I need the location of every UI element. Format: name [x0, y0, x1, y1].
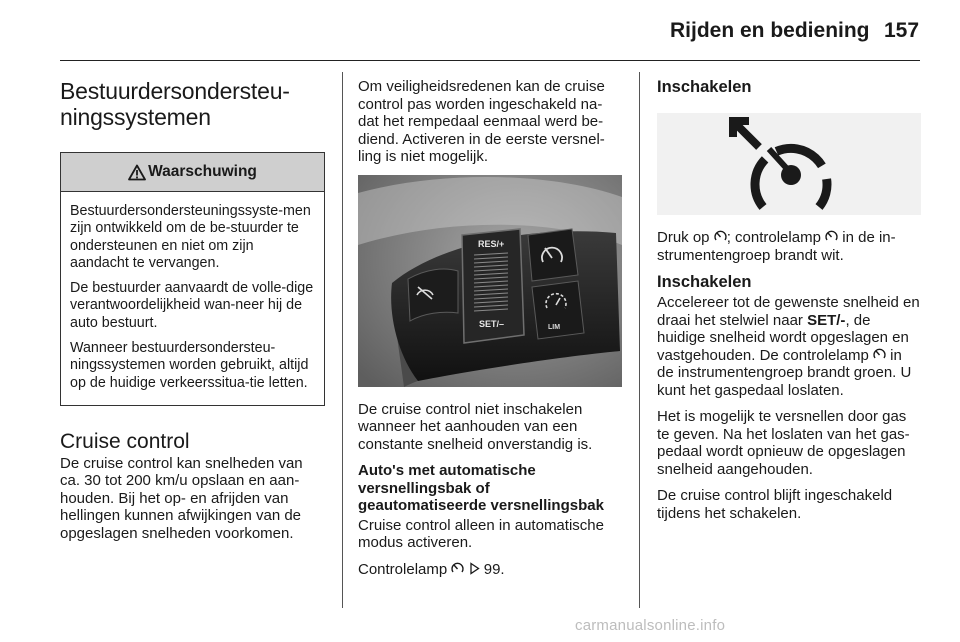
accelerate-paragraph: Accelereer tot de gewenste snelheid en draai het stelwiel naar SET/-, de huidige snelheid wordt opgeslagen en vastgehouden. De controlelamp in de instrumentengroep brandt groen. U kunt het gaspedaal loslaten. — [657, 294, 920, 399]
automatic-gearbox-heading: Auto's met automatische versnellingsbak of geautomatiseerde versnellingsbak — [358, 462, 604, 514]
warning-box — [60, 152, 325, 406]
column-2 — [358, 78, 622, 587]
cruise-button-icon — [714, 230, 727, 243]
cruise-control-button-illustration — [657, 113, 921, 215]
page-reference[interactable]: 99. — [483, 560, 505, 578]
warning-paragraph: De bestuurder aanvaardt de volle-dige verantwoordelijkheid wan-neer hij de auto bestuurt. — [70, 280, 314, 331]
accelerate-more-paragraph: Het is mogelijk te versnellen door gas te geven. Na het loslaten van het gas-pedaal wordt opnieuw de opgeslagen snelheid aangehouden. — [657, 408, 910, 478]
section-title: Bestuurdersondersteu- ningssystemen — [60, 78, 290, 130]
res-plus-label: RES/+ — [478, 238, 505, 249]
page-reference-icon[interactable] — [469, 562, 480, 575]
column-divider-2 — [639, 72, 640, 608]
cruise-lamp-icon — [451, 562, 464, 575]
lim-label: LIM — [548, 323, 561, 331]
chapter-title: Rijden en bediening — [670, 19, 870, 42]
activate-heading: Inschakelen — [657, 273, 752, 291]
warning-header — [61, 153, 324, 192]
warning-paragraph: Bestuurdersondersteuningssyste-men zijn ontwikkeld om de be-stuurder te ondersteunen en niet om zijn aandacht te vervangen. — [70, 203, 311, 271]
column-1 — [60, 78, 325, 551]
cruise-control-icon — [719, 115, 859, 215]
header-rule — [60, 60, 920, 61]
page-header — [0, 0, 960, 60]
press-button-paragraph: Druk op ; controlelamp in de in-strumentengroep brandt wit. — [657, 229, 896, 264]
do-not-switch-paragraph: De cruise control niet inschakelen wanneer het aanhouden van een constante snelheid onverstandig is. — [358, 400, 593, 453]
cruise-lamp-icon — [873, 348, 886, 361]
column-divider-1 — [342, 72, 343, 608]
page-number: 157 — [884, 19, 920, 42]
switch-on-heading: Inschakelen — [657, 78, 752, 96]
column-3 — [657, 78, 922, 531]
set-minus-ref: SET/- — [807, 311, 846, 329]
safety-paragraph: Om veiligheidsredenen kan de cruise control pas worden ingeschakeld na-dat het rempedaal eenmaal werd be-diend. Activeren in de eerste versnel-ling is niet mogelijk. — [358, 78, 605, 165]
automatic-gearbox-text: Cruise control alleen in automatische modus activeren. — [358, 516, 604, 551]
cruise-control-intro: De cruise control kan snelheden van ca. 30 tot 200 km/u opslaan en aan-houden. Bij het op- en afrijden van hellingen kunnen afwijkingen van de opgeslagen snelheden voorkomen. — [60, 454, 303, 542]
control-lamp-reference: Controlelamp 99. — [358, 560, 505, 578]
steering-wheel-photo — [358, 175, 622, 387]
warning-body — [61, 192, 324, 405]
watermark: carmanualsonline.info — [575, 617, 726, 634]
cruise-control-heading: Cruise control — [60, 429, 190, 453]
shifting-paragraph: De cruise control blijft ingeschakeld tijdens het schakelen. — [657, 487, 893, 522]
warning-paragraph: Wanneer bestuurdersondersteu-ningssystemen worden gebruikt, altijd op de huidige verkeerssitua-tie letten. — [70, 340, 309, 391]
cruise-lamp-icon — [825, 230, 838, 243]
set-minus-label: SET/– — [479, 318, 505, 329]
warning-triangle-icon — [128, 164, 146, 181]
warning-title: Waarschuwing — [148, 163, 257, 181]
